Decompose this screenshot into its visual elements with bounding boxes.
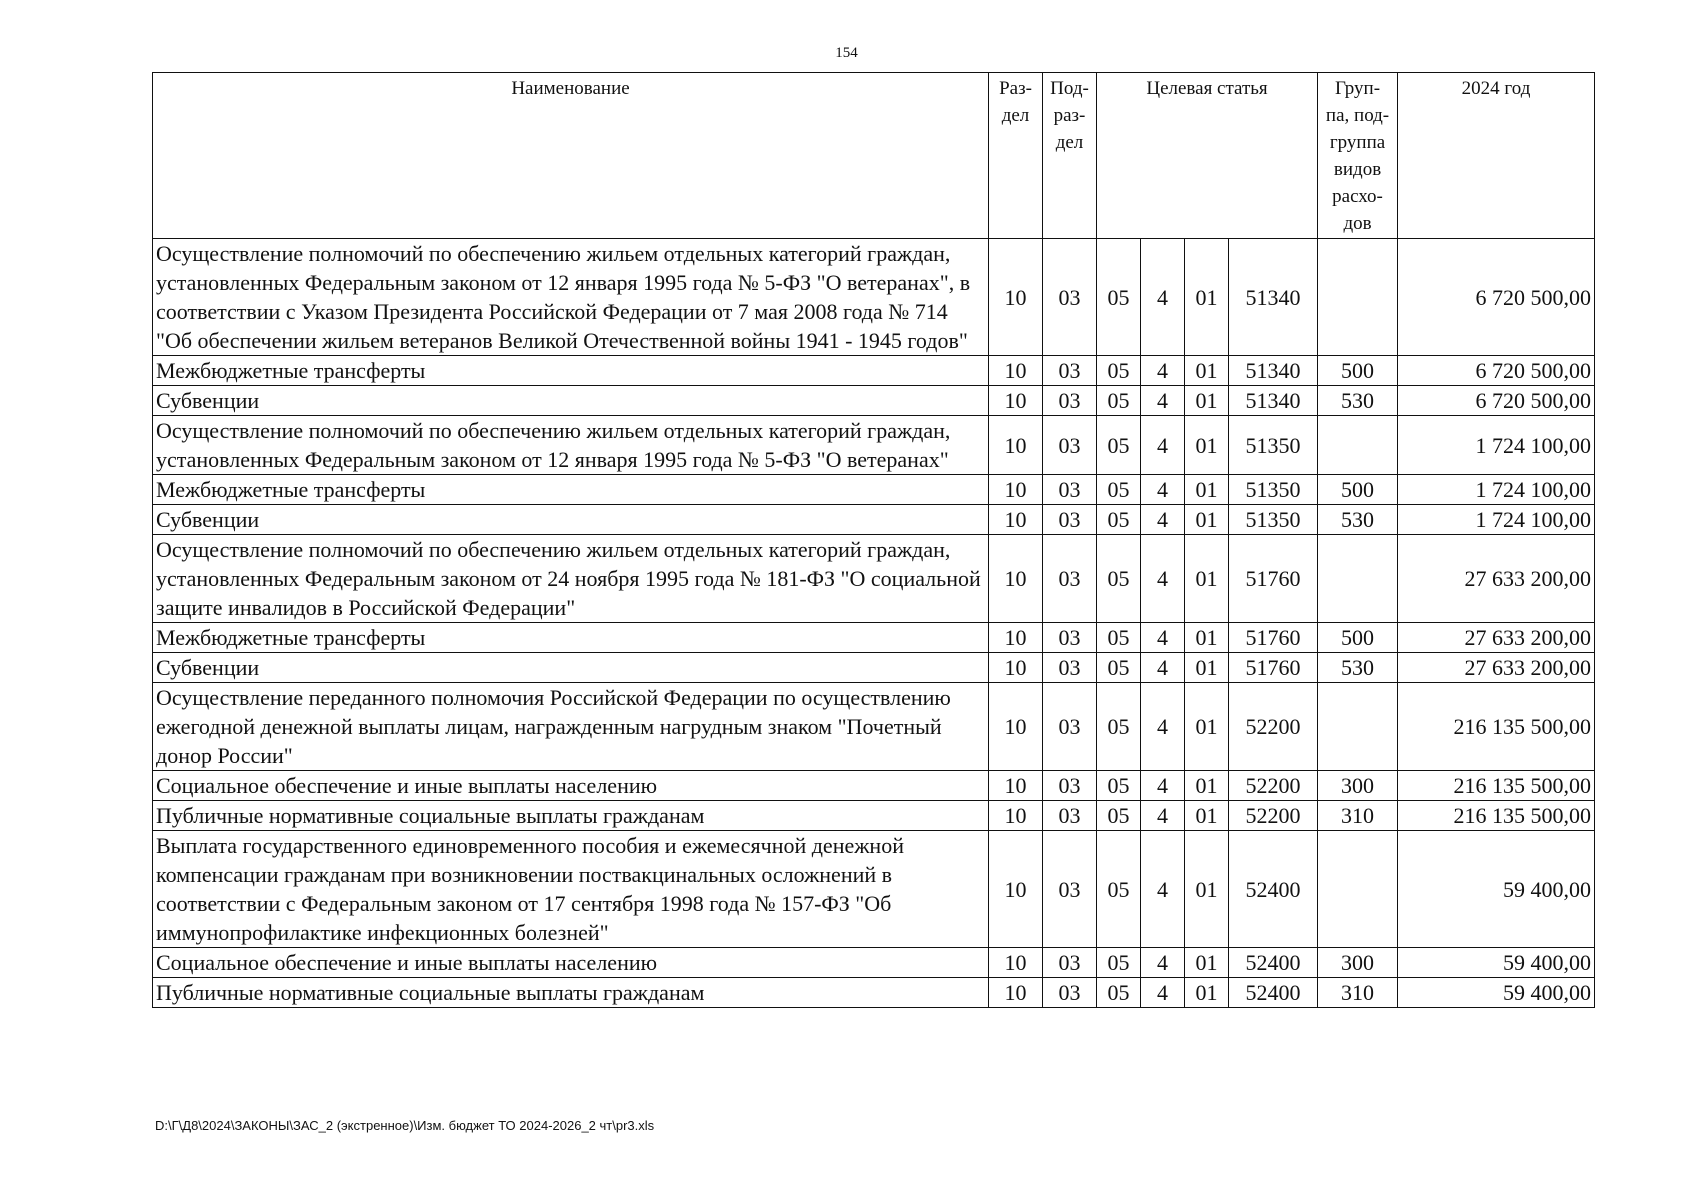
cell-vr: [1318, 239, 1398, 356]
cell-cs2: 4: [1141, 653, 1185, 683]
cell-cs1: 05: [1097, 801, 1141, 831]
cell-rz: 10: [989, 831, 1043, 948]
page-number: 154: [835, 45, 858, 61]
cell-cs1: 05: [1097, 623, 1141, 653]
cell-prz: 03: [1043, 948, 1097, 978]
cell-vr: 300: [1318, 948, 1398, 978]
cell-prz: 03: [1043, 683, 1097, 771]
cell-name: Осуществление переданного полномочия Российской Федерации по осуществлению ежегодной денежной выплаты лицам, награжденным нагрудным знаком "Почетный донор России": [153, 683, 989, 771]
cell-cs3: 01: [1185, 653, 1229, 683]
cell-vr: 310: [1318, 801, 1398, 831]
cell-rz: 10: [989, 475, 1043, 505]
cell-name: Осуществление полномочий по обеспечению жильем отдельных категорий граждан, установленных Федеральным законом от 12 января 1995 года № 5-ФЗ "О ветеранах": [153, 416, 989, 475]
cell-cs4: 52200: [1229, 801, 1318, 831]
cell-cs2: 4: [1141, 948, 1185, 978]
cell-name: Выплата государственного единовременного пособия и ежемесячной денежной компенсации гражданам при возникновении поствакцинальных осложнений в соответствии с Федеральным законом от 17 сентября 1998 года № 157-ФЗ "Об иммунопрофилактике инфекционных болезней": [153, 831, 989, 948]
table-row: [153, 683, 1595, 771]
cell-rz: 10: [989, 416, 1043, 475]
cell-cs4: 52400: [1229, 948, 1318, 978]
cell-cs4: 51760: [1229, 653, 1318, 683]
header-name: Наименование: [153, 73, 989, 239]
cell-cs1: 05: [1097, 978, 1141, 1008]
header-celevaya-statya: Целевая статья: [1097, 73, 1318, 239]
budget-table: [152, 72, 1595, 1008]
cell-vr: 500: [1318, 475, 1398, 505]
table-row: [153, 239, 1595, 356]
cell-amount: 216 135 500,00: [1398, 771, 1595, 801]
cell-name: Межбюджетные трансферты: [153, 475, 989, 505]
cell-cs2: 4: [1141, 356, 1185, 386]
header-razdel: Раз- дел: [989, 73, 1043, 239]
table-row: [153, 505, 1595, 535]
cell-amount: 6 720 500,00: [1398, 239, 1595, 356]
cell-rz: 10: [989, 978, 1043, 1008]
cell-cs4: 52200: [1229, 683, 1318, 771]
cell-prz: 03: [1043, 801, 1097, 831]
cell-name: Осуществление полномочий по обеспечению жильем отдельных категорий граждан, установленных Федеральным законом от 12 января 1995 года № 5-ФЗ "О ветеранах", в соответствии с Указом Президента Российской Федерации от 7 мая 2008 года № 714 "Об обеспечении жильем ветеранов Великой Отечественной войны 1941 - 1945 годов": [153, 239, 989, 356]
cell-cs2: 4: [1141, 505, 1185, 535]
cell-cs3: 01: [1185, 239, 1229, 356]
cell-cs4: 51760: [1229, 623, 1318, 653]
cell-amount: 1 724 100,00: [1398, 475, 1595, 505]
cell-vr: [1318, 535, 1398, 623]
cell-amount: 216 135 500,00: [1398, 683, 1595, 771]
cell-rz: 10: [989, 683, 1043, 771]
cell-rz: 10: [989, 239, 1043, 356]
table-row: [153, 801, 1595, 831]
cell-amount: 59 400,00: [1398, 948, 1595, 978]
cell-vr: 530: [1318, 505, 1398, 535]
cell-cs3: 01: [1185, 416, 1229, 475]
cell-amount: 27 633 200,00: [1398, 623, 1595, 653]
cell-prz: 03: [1043, 386, 1097, 416]
cell-amount: 1 724 100,00: [1398, 416, 1595, 475]
cell-cs2: 4: [1141, 771, 1185, 801]
cell-name: Социальное обеспечение и иные выплаты населению: [153, 948, 989, 978]
cell-prz: 03: [1043, 831, 1097, 948]
cell-vr: 500: [1318, 623, 1398, 653]
cell-cs3: 01: [1185, 475, 1229, 505]
cell-cs4: 52400: [1229, 831, 1318, 948]
cell-name: Межбюджетные трансферты: [153, 623, 989, 653]
table-row: [153, 416, 1595, 475]
cell-vr: [1318, 831, 1398, 948]
cell-prz: 03: [1043, 239, 1097, 356]
cell-prz: 03: [1043, 978, 1097, 1008]
cell-amount: 59 400,00: [1398, 978, 1595, 1008]
cell-cs4: 51760: [1229, 535, 1318, 623]
cell-vr: [1318, 683, 1398, 771]
cell-prz: 03: [1043, 505, 1097, 535]
cell-cs4: 51340: [1229, 356, 1318, 386]
cell-cs3: 01: [1185, 831, 1229, 948]
cell-cs1: 05: [1097, 416, 1141, 475]
footer-file-path: D:\Г\Д8\2024\ЗАКОНЫ\ЗАС_2 (экстренное)\Изм. бюджет ТО 2024-2026_2 чт\pr3.xls: [155, 1118, 655, 1133]
cell-cs3: 01: [1185, 535, 1229, 623]
cell-cs2: 4: [1141, 801, 1185, 831]
table-row: [153, 831, 1595, 948]
cell-name: Социальное обеспечение и иные выплаты населению: [153, 771, 989, 801]
table-row: [153, 653, 1595, 683]
cell-prz: 03: [1043, 653, 1097, 683]
cell-cs1: 05: [1097, 505, 1141, 535]
cell-cs3: 01: [1185, 771, 1229, 801]
table-header-row: [153, 73, 1595, 239]
cell-name: Публичные нормативные социальные выплаты гражданам: [153, 801, 989, 831]
cell-cs4: 51350: [1229, 475, 1318, 505]
cell-amount: 6 720 500,00: [1398, 386, 1595, 416]
cell-name: Осуществление полномочий по обеспечению жильем отдельных категорий граждан, установленных Федеральным законом от 24 ноября 1995 года № 181-ФЗ "О социальной защите инвалидов в Российской Федерации": [153, 535, 989, 623]
cell-cs4: 51340: [1229, 386, 1318, 416]
cell-vr: 300: [1318, 771, 1398, 801]
cell-cs1: 05: [1097, 356, 1141, 386]
cell-cs4: 52200: [1229, 771, 1318, 801]
cell-prz: 03: [1043, 535, 1097, 623]
table-row: [153, 535, 1595, 623]
cell-prz: 03: [1043, 623, 1097, 653]
cell-amount: 1 724 100,00: [1398, 505, 1595, 535]
cell-cs1: 05: [1097, 831, 1141, 948]
cell-cs1: 05: [1097, 535, 1141, 623]
cell-cs2: 4: [1141, 416, 1185, 475]
cell-cs1: 05: [1097, 653, 1141, 683]
cell-name: Публичные нормативные социальные выплаты гражданам: [153, 978, 989, 1008]
cell-cs3: 01: [1185, 978, 1229, 1008]
cell-name: Межбюджетные трансферты: [153, 356, 989, 386]
cell-cs2: 4: [1141, 239, 1185, 356]
cell-cs3: 01: [1185, 623, 1229, 653]
cell-cs1: 05: [1097, 683, 1141, 771]
cell-cs1: 05: [1097, 948, 1141, 978]
table-row: [153, 386, 1595, 416]
cell-rz: 10: [989, 356, 1043, 386]
table-row: [153, 948, 1595, 978]
cell-vr: 530: [1318, 653, 1398, 683]
table-body: [153, 239, 1595, 1008]
cell-cs2: 4: [1141, 623, 1185, 653]
cell-cs4: 51340: [1229, 239, 1318, 356]
cell-amount: 216 135 500,00: [1398, 801, 1595, 831]
table-row: [153, 771, 1595, 801]
cell-cs4: 51350: [1229, 416, 1318, 475]
cell-cs3: 01: [1185, 386, 1229, 416]
table-row: [153, 475, 1595, 505]
cell-cs3: 01: [1185, 505, 1229, 535]
cell-cs3: 01: [1185, 683, 1229, 771]
cell-rz: 10: [989, 505, 1043, 535]
cell-amount: 27 633 200,00: [1398, 535, 1595, 623]
cell-cs2: 4: [1141, 386, 1185, 416]
cell-name: Субвенции: [153, 653, 989, 683]
cell-cs4: 51350: [1229, 505, 1318, 535]
cell-cs2: 4: [1141, 831, 1185, 948]
cell-rz: 10: [989, 948, 1043, 978]
cell-amount: 27 633 200,00: [1398, 653, 1595, 683]
cell-prz: 03: [1043, 356, 1097, 386]
cell-rz: 10: [989, 771, 1043, 801]
cell-vr: 310: [1318, 978, 1398, 1008]
cell-rz: 10: [989, 535, 1043, 623]
cell-cs1: 05: [1097, 239, 1141, 356]
table-row: [153, 356, 1595, 386]
header-podrazdel: Под- раз- дел: [1043, 73, 1097, 239]
cell-cs2: 4: [1141, 475, 1185, 505]
header-gruppa: Груп- па, под- группа видов расхо- дов: [1318, 73, 1398, 239]
cell-cs3: 01: [1185, 356, 1229, 386]
cell-cs1: 05: [1097, 475, 1141, 505]
cell-amount: 6 720 500,00: [1398, 356, 1595, 386]
cell-prz: 03: [1043, 475, 1097, 505]
cell-cs2: 4: [1141, 535, 1185, 623]
cell-amount: 59 400,00: [1398, 831, 1595, 948]
cell-rz: 10: [989, 801, 1043, 831]
cell-rz: 10: [989, 623, 1043, 653]
cell-cs2: 4: [1141, 978, 1185, 1008]
cell-name: Субвенции: [153, 386, 989, 416]
cell-cs2: 4: [1141, 683, 1185, 771]
cell-cs3: 01: [1185, 948, 1229, 978]
cell-name: Субвенции: [153, 505, 989, 535]
header-year: 2024 год: [1398, 73, 1595, 239]
cell-cs1: 05: [1097, 386, 1141, 416]
cell-prz: 03: [1043, 416, 1097, 475]
table-row: [153, 978, 1595, 1008]
cell-vr: 500: [1318, 356, 1398, 386]
cell-rz: 10: [989, 653, 1043, 683]
cell-cs1: 05: [1097, 771, 1141, 801]
cell-cs3: 01: [1185, 801, 1229, 831]
cell-prz: 03: [1043, 771, 1097, 801]
cell-cs4: 52400: [1229, 978, 1318, 1008]
cell-rz: 10: [989, 386, 1043, 416]
cell-vr: [1318, 416, 1398, 475]
cell-vr: 530: [1318, 386, 1398, 416]
table-row: [153, 623, 1595, 653]
